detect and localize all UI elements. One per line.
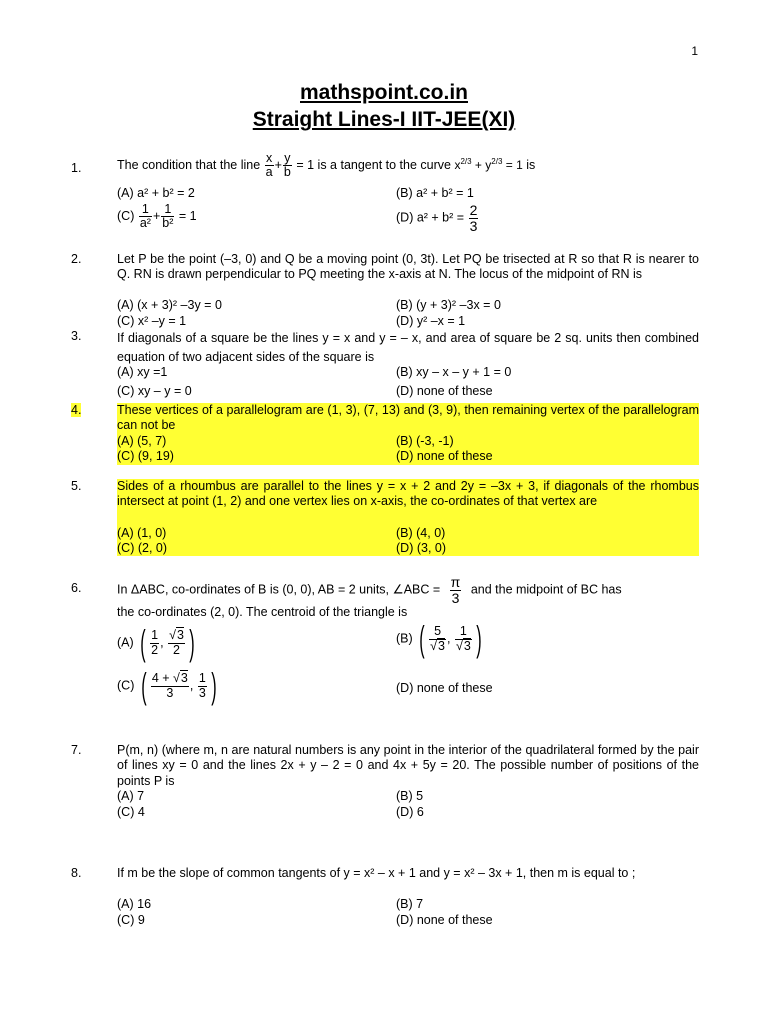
document-title: Straight Lines-I IIT-JEE(XI) [252,108,516,131]
option-b: (B) (4, 0) [396,526,446,540]
question-number: 1. [71,161,82,175]
option-b: (B) ( $\frac{5}{√3}$ , $\frac{1}{√3}$ ) [396,618,482,659]
option-c: (C) ( $\frac{4 + √3}{3}$ , $\frac{1}{3}$ ) [117,665,217,706]
option-b: (B) (-3, -1) [396,434,454,448]
fraction-x-over-a: $\frac{x}{a}$ [265,151,273,180]
question-text: If diagonals of a square be the lines y = x and y = – x, and area of square be 2 sq. units then combined equation of two adjacent sides of the square is [117,331,699,364]
option-c: (C) 4 [117,805,145,819]
question-text: Let P be the point (–3, 0) and Q be a moving point (0, 3t). Let PQ be trisected at R so that R is nearer to Q. RN is drawn perpendicular to PQ meeting the x-axis at N. The locus of the midpoint of RN is [117,252,699,282]
option-a: (A) a² + b² = 2 [117,186,195,200]
option-d: (D) 6 [396,805,424,819]
question-text-continued: the co-ordinates (2, 0). The centroid of the triangle is [117,605,408,619]
option-c: (C) (9, 19) [117,449,174,463]
header [0,80,768,133]
option-c: (C) xy – y = 0 [117,384,192,398]
question-number: 7. [71,743,82,757]
option-b: (B) a² + b² = 1 [396,186,474,200]
fraction-y-over-b: $\frac{y}{b}$ [283,151,291,180]
option-d: (D) y² –x = 1 [396,314,466,328]
question-number: 2. [71,252,82,266]
option-c: (C) (2, 0) [117,541,167,555]
option-b: (B) xy – x – y + 1 = 0 [396,365,512,379]
option-a: (A) ( $\frac{1}{2}$ , $\frac{√3}{2}$ ) [117,622,195,663]
option-a: (A) (1, 0) [117,526,167,540]
option-d: (D) none of these [396,384,493,398]
option-d: (D) (3, 0) [396,541,446,555]
question-number: 8. [71,866,82,880]
question-text: The condition that the line $\frac{x}{a}$ + $\frac{y}{b}$ = 1 is a tangent to the curve $x^{2/3} + y^{2/3} = 1$ is [117,151,536,180]
question-number: 6. [71,581,82,595]
question-number: 3. [71,329,82,343]
option-a: (A) xy =1 [117,365,168,379]
option-c: (C) x² –y = 1 [117,314,187,328]
option-d: (D) none of these [396,449,493,463]
option-b: (B) 5 [396,789,424,803]
option-c: (C) 9 [117,913,145,927]
question-text: P(m, n) (where m, n are natural numbers is any point in the interior of the quadrilateral formed by the pair of lines xy = 0 and the lines 2x + y – 2 = 0 and 4x + 5y = 20. The possible number of positions of the points P is [117,743,699,788]
question-text: These vertices of a parallelogram are (1, 3), (7, 13) and (3, 9), then remaining vertex of the parallelogram can not be [117,403,699,433]
question-number: 5. [71,479,82,493]
option-d: (D) a² + b² = $\frac{2}{3}$ [396,202,478,234]
option-c: (C) $\frac{1}{\text{a²}}$ + $\frac{1}{\text{b²}}$ = 1 [117,202,197,231]
question-text: If m be the slope of common tangents of y = x² – x + 1 and y = x² – 3x + 1, then m is equal to ; [117,866,636,880]
question-text: In ΔABC, co-ordinates of B is (0, 0), AB = 2 units, ∠ABC = $\frac{\pi}{3}$ and the midpoint of BC has [117,574,622,606]
question-number: 4. [71,403,82,417]
option-a: (A) 7 [117,789,145,803]
question-text: Sides of a rhoumbus are parallel to the lines y = x + 2 and 2y = –3x + 3, if diagonals of the rhombus intersect at point (1, 2) and one vertex lies on x-axis, the co-ordinates of that vertex are [117,479,699,509]
option-a: (A) (5, 7) [117,434,167,448]
option-a: (A) 16 [117,897,152,911]
option-d: (D) none of these [396,913,493,927]
option-a: (A) (x + 3)² –3y = 0 [117,298,222,312]
option-b: (B) (y + 3)² –3x = 0 [396,298,501,312]
option-b: (B) 7 [396,897,424,911]
option-d: (D) none of these [396,681,493,695]
page-number: 1 [691,44,698,58]
site-name: mathspoint.co.in [300,81,468,104]
